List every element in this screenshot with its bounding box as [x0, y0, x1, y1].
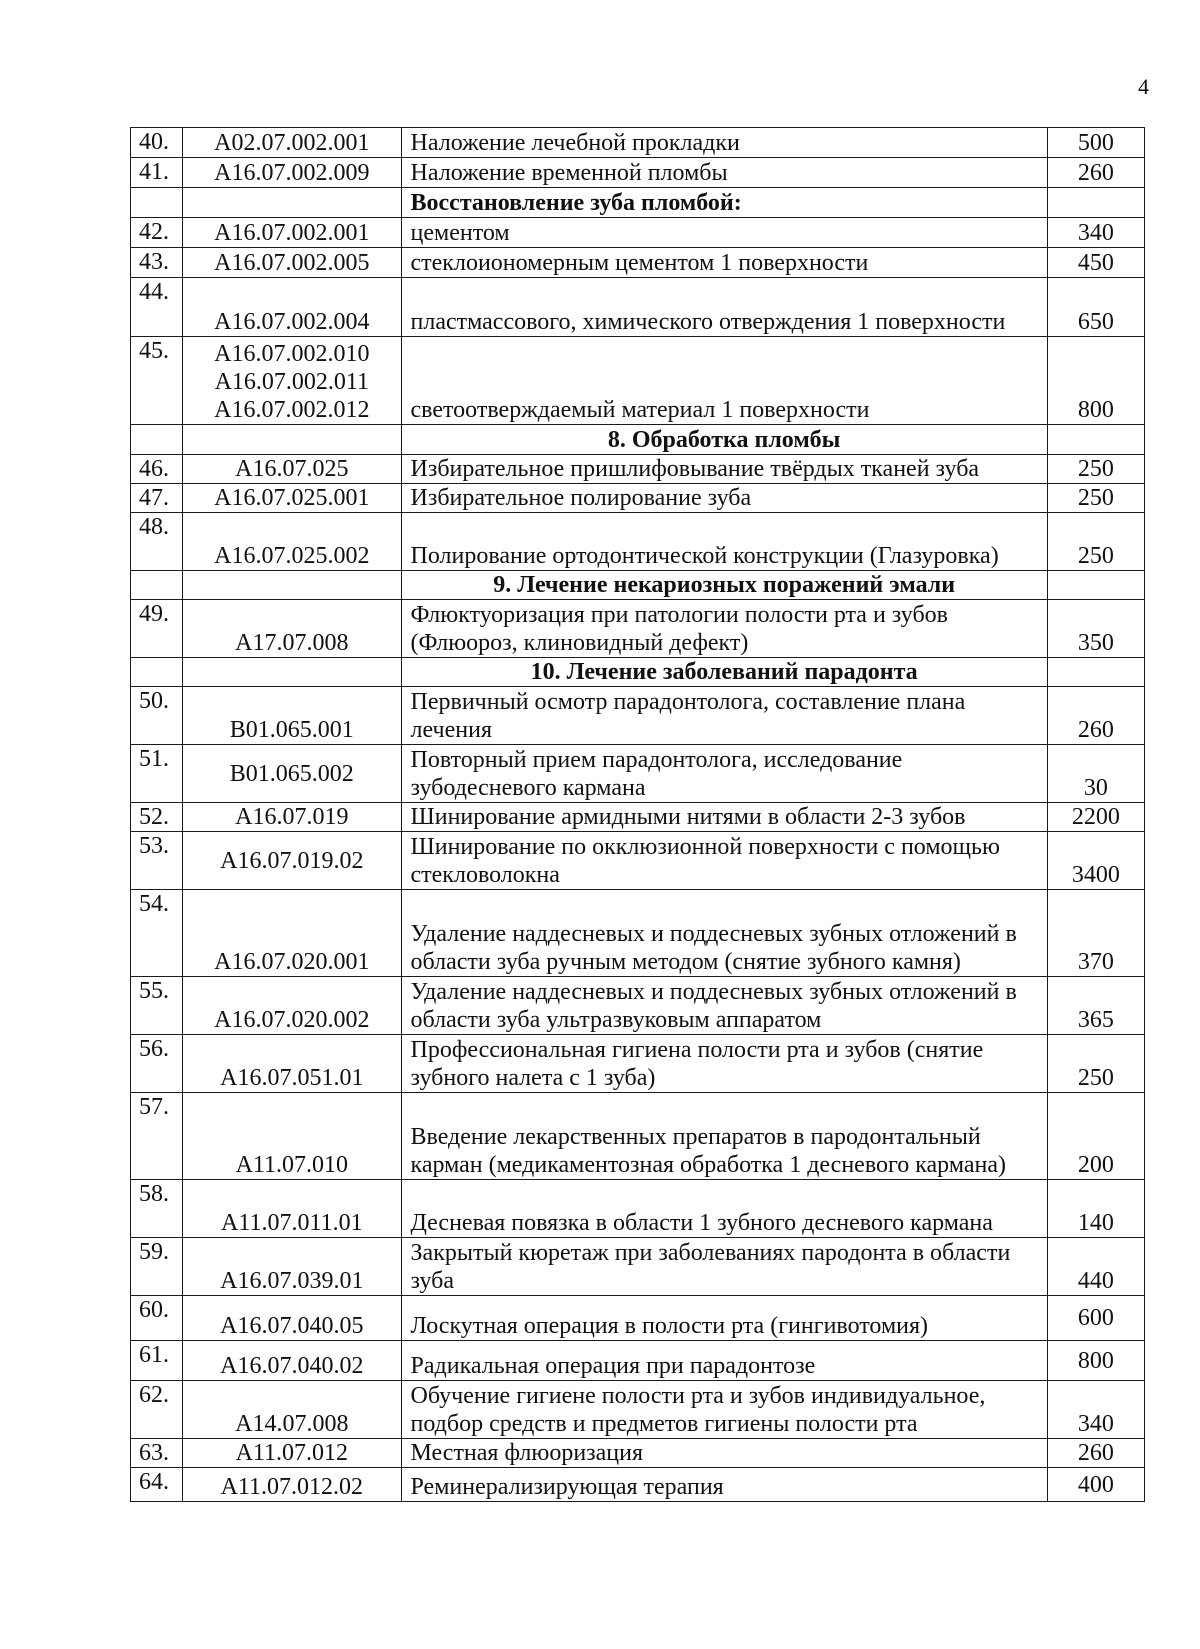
service-price: [1047, 571, 1144, 600]
service-code-line: A16.07.002.009: [214, 160, 370, 186]
service-description: пластмассового, химического отверждения 1 поверхности: [401, 278, 1047, 337]
service-description: Наложение временной пломбы: [401, 158, 1047, 188]
service-description: Лоскутная операция в полости рта (гингивотомия): [401, 1296, 1047, 1341]
subheader-row: [131, 188, 1145, 218]
row-number: 42.: [131, 218, 183, 248]
section-header-row: [131, 425, 1145, 455]
service-price: [1047, 188, 1144, 218]
row-number: 48.: [131, 513, 183, 571]
service-description: Радикальная операция при парадонтозе: [401, 1341, 1047, 1381]
table-row: [131, 687, 1145, 745]
service-description: Шинирование армидными нитями в области 2-3 зубов: [401, 803, 1047, 832]
row-number: [131, 425, 183, 455]
service-code: [183, 1180, 401, 1238]
service-code-line: A16.07.039.01: [220, 1268, 364, 1294]
service-code-line: A11.07.012.02: [220, 1474, 364, 1500]
service-code: [183, 1381, 401, 1439]
service-code-line: A02.07.002.001: [214, 130, 370, 156]
row-number: 58.: [131, 1180, 183, 1238]
service-price: 140: [1047, 1180, 1144, 1238]
row-number: 49.: [131, 600, 183, 658]
service-code-line: A16.07.020.002: [214, 1007, 370, 1033]
service-code: [183, 278, 401, 337]
table-row: [131, 1180, 1145, 1238]
service-price: [1047, 658, 1144, 687]
service-code-line: A16.07.020.001: [214, 949, 370, 975]
service-description: Реминерализирующая терапия: [401, 1468, 1047, 1502]
service-code-line: A16.07.002.010: [214, 341, 370, 367]
service-code-line: A16.07.040.05: [220, 1313, 364, 1339]
service-price: 200: [1047, 1093, 1144, 1180]
table-row: [131, 128, 1145, 158]
section-title: 10. Лечение заболеваний парадонта: [401, 658, 1047, 687]
service-price: 3400: [1047, 832, 1144, 890]
row-number: 62.: [131, 1381, 183, 1439]
service-code-line: B01.065.002: [229, 760, 354, 787]
service-code: [183, 1035, 401, 1093]
table-row: [131, 1035, 1145, 1093]
service-code: [183, 218, 401, 248]
service-code: [183, 513, 401, 571]
service-code: [183, 1238, 401, 1296]
service-code-line: A16.07.019.02: [220, 847, 364, 874]
service-code: [183, 1093, 401, 1180]
service-code: [183, 248, 401, 278]
service-description: Избирательное полирование зуба: [401, 484, 1047, 513]
service-code: [183, 977, 401, 1035]
service-code: [183, 1468, 401, 1502]
table-row: [131, 1238, 1145, 1296]
service-code: [183, 745, 401, 803]
service-description: Флюктуоризация при патологии полости рта и зубов (Флюороз, клиновидный дефект): [401, 600, 1047, 658]
section-title: Восстановление зуба пломбой:: [401, 188, 1047, 218]
row-number: [131, 571, 183, 600]
service-price: 260: [1047, 1439, 1144, 1468]
service-code: [183, 1341, 401, 1381]
service-description: Закрытый кюретаж при заболеваниях пародонта в области зуба: [401, 1238, 1047, 1296]
service-description: Введение лекарственных препаратов в пародонтальный карман (медикаментозная обработка 1 десневого кармана): [401, 1093, 1047, 1180]
row-number: 64.: [131, 1468, 183, 1502]
table-row: [131, 1093, 1145, 1180]
row-number: [131, 658, 183, 687]
table-row: [131, 158, 1145, 188]
table-row: [131, 1381, 1145, 1439]
service-price: 800: [1047, 337, 1144, 425]
table-row: [131, 600, 1145, 658]
service-description: светоотверждаемый материал 1 поверхности: [401, 337, 1047, 425]
table-row: [131, 803, 1145, 832]
service-code-line: A16.07.002.005: [214, 250, 370, 276]
service-price: 400: [1047, 1468, 1144, 1502]
service-description: Избирательное пришлифовывание твёрдых тканей зуба: [401, 455, 1047, 484]
row-number: 43.: [131, 248, 183, 278]
service-price: 250: [1047, 484, 1144, 513]
row-number: 56.: [131, 1035, 183, 1093]
service-code: [183, 658, 401, 687]
service-description: стеклоиономерным цементом 1 поверхности: [401, 248, 1047, 278]
table-row: [131, 278, 1145, 337]
row-number: 54.: [131, 890, 183, 977]
service-description: Удаление наддесневых и поддесневых зубных отложений в области зуба ультразвуковым аппаратом: [401, 977, 1047, 1035]
service-price: 350: [1047, 600, 1144, 658]
service-price: 340: [1047, 218, 1144, 248]
table-row: [131, 218, 1145, 248]
service-price: 600: [1047, 1296, 1144, 1341]
table-row: [131, 1468, 1145, 1502]
table-row: [131, 1439, 1145, 1468]
service-code-line: A16.07.002.011: [214, 369, 370, 395]
row-number: 47.: [131, 484, 183, 513]
row-number: 60.: [131, 1296, 183, 1341]
service-code: [183, 1439, 401, 1468]
service-price: 250: [1047, 1035, 1144, 1093]
service-code-line: A16.07.025.001: [214, 485, 370, 511]
service-code-line: B01.065.001: [229, 717, 354, 743]
service-price: 500: [1047, 128, 1144, 158]
service-code-line: A16.07.002.001: [214, 220, 370, 246]
service-price: 440: [1047, 1238, 1144, 1296]
service-code-line: A16.07.002.004: [214, 309, 370, 335]
service-price: 2200: [1047, 803, 1144, 832]
row-number: 50.: [131, 687, 183, 745]
service-description: Шинирование по окклюзионной поверхности с помощью стекловолокна: [401, 832, 1047, 890]
service-code: [183, 600, 401, 658]
service-description: Полирование ортодонтической конструкции (Глазуровка): [401, 513, 1047, 571]
service-code: [183, 337, 401, 425]
service-code-line: A16.07.019: [235, 804, 349, 830]
service-code-line: A11.07.011.01: [221, 1210, 363, 1236]
table-row: [131, 513, 1145, 571]
section-header-row: [131, 658, 1145, 687]
service-description: Повторный прием парадонтолога, исследование зубодесневого кармана: [401, 745, 1047, 803]
service-price: 800: [1047, 1341, 1144, 1381]
service-code: [183, 571, 401, 600]
row-number: 45.: [131, 337, 183, 425]
service-description: Местная флюоризация: [401, 1439, 1047, 1468]
table-row: [131, 745, 1145, 803]
table-row: [131, 1341, 1145, 1381]
service-price: [1047, 425, 1144, 455]
service-code-line: A16.07.025: [235, 456, 349, 482]
service-code: [183, 128, 401, 158]
service-code-line: A16.07.002.012: [214, 397, 370, 423]
row-number: 51.: [131, 745, 183, 803]
service-description: Обучение гигиене полости рта и зубов индивидуальное, подбор средств и предметов гигиены полости рта: [401, 1381, 1047, 1439]
service-code-line: A11.07.010: [235, 1152, 349, 1178]
row-number: 41.: [131, 158, 183, 188]
section-header-row: [131, 571, 1145, 600]
section-title: 8. Обработка пломбы: [401, 425, 1047, 455]
service-code: [183, 1296, 401, 1341]
row-number: 40.: [131, 128, 183, 158]
service-price: 250: [1047, 513, 1144, 571]
service-price: 650: [1047, 278, 1144, 337]
service-code: [183, 188, 401, 218]
price-table: [130, 127, 1145, 1502]
row-number: 44.: [131, 278, 183, 337]
row-number: 55.: [131, 977, 183, 1035]
service-code: [183, 455, 401, 484]
table-row: [131, 248, 1145, 278]
service-price: 370: [1047, 890, 1144, 977]
row-number: 61.: [131, 1341, 183, 1381]
service-description: Наложение лечебной прокладки: [401, 128, 1047, 158]
service-code: [183, 484, 401, 513]
page-number: 4: [1138, 74, 1149, 99]
row-number: 57.: [131, 1093, 183, 1180]
row-number: 52.: [131, 803, 183, 832]
row-number: 53.: [131, 832, 183, 890]
service-description: Десневая повязка в области 1 зубного десневого кармана: [401, 1180, 1047, 1238]
row-number: 59.: [131, 1238, 183, 1296]
row-number: 46.: [131, 455, 183, 484]
service-price: 365: [1047, 977, 1144, 1035]
service-code: [183, 890, 401, 977]
table-row: [131, 1296, 1145, 1341]
service-code-line: A11.07.012: [235, 1440, 349, 1466]
table-row: [131, 455, 1145, 484]
service-code-line: A16.07.040.02: [220, 1353, 364, 1379]
section-title: 9. Лечение некариозных поражений эмали: [401, 571, 1047, 600]
service-description: Первичный осмотр парадонтолога, составление плана лечения: [401, 687, 1047, 745]
row-number: [131, 188, 183, 218]
service-price: 260: [1047, 687, 1144, 745]
service-description: Удаление наддесневых и поддесневых зубных отложений в области зуба ручным методом (снятие зубного камня): [401, 890, 1047, 977]
service-description: цементом: [401, 218, 1047, 248]
service-code-line: A16.07.051.01: [220, 1065, 364, 1091]
service-price: 250: [1047, 455, 1144, 484]
service-code: [183, 158, 401, 188]
service-price: 30: [1047, 745, 1144, 803]
table-row: [131, 337, 1145, 425]
service-code: [183, 687, 401, 745]
service-code-line: A17.07.008: [235, 630, 349, 656]
table-row: [131, 832, 1145, 890]
service-description: Профессиональная гигиена полости рта и зубов (снятие зубного налета с 1 зуба): [401, 1035, 1047, 1093]
service-code-line: A14.07.008: [235, 1411, 349, 1437]
service-code-line: A16.07.025.002: [214, 543, 370, 569]
table-row: [131, 890, 1145, 977]
service-code: [183, 425, 401, 455]
service-price: 340: [1047, 1381, 1144, 1439]
row-number: 63.: [131, 1439, 183, 1468]
service-code: [183, 803, 401, 832]
service-code: [183, 832, 401, 890]
service-price: 450: [1047, 248, 1144, 278]
price-table-body: [131, 128, 1145, 1502]
service-price: 260: [1047, 158, 1144, 188]
table-row: [131, 977, 1145, 1035]
table-row: [131, 484, 1145, 513]
